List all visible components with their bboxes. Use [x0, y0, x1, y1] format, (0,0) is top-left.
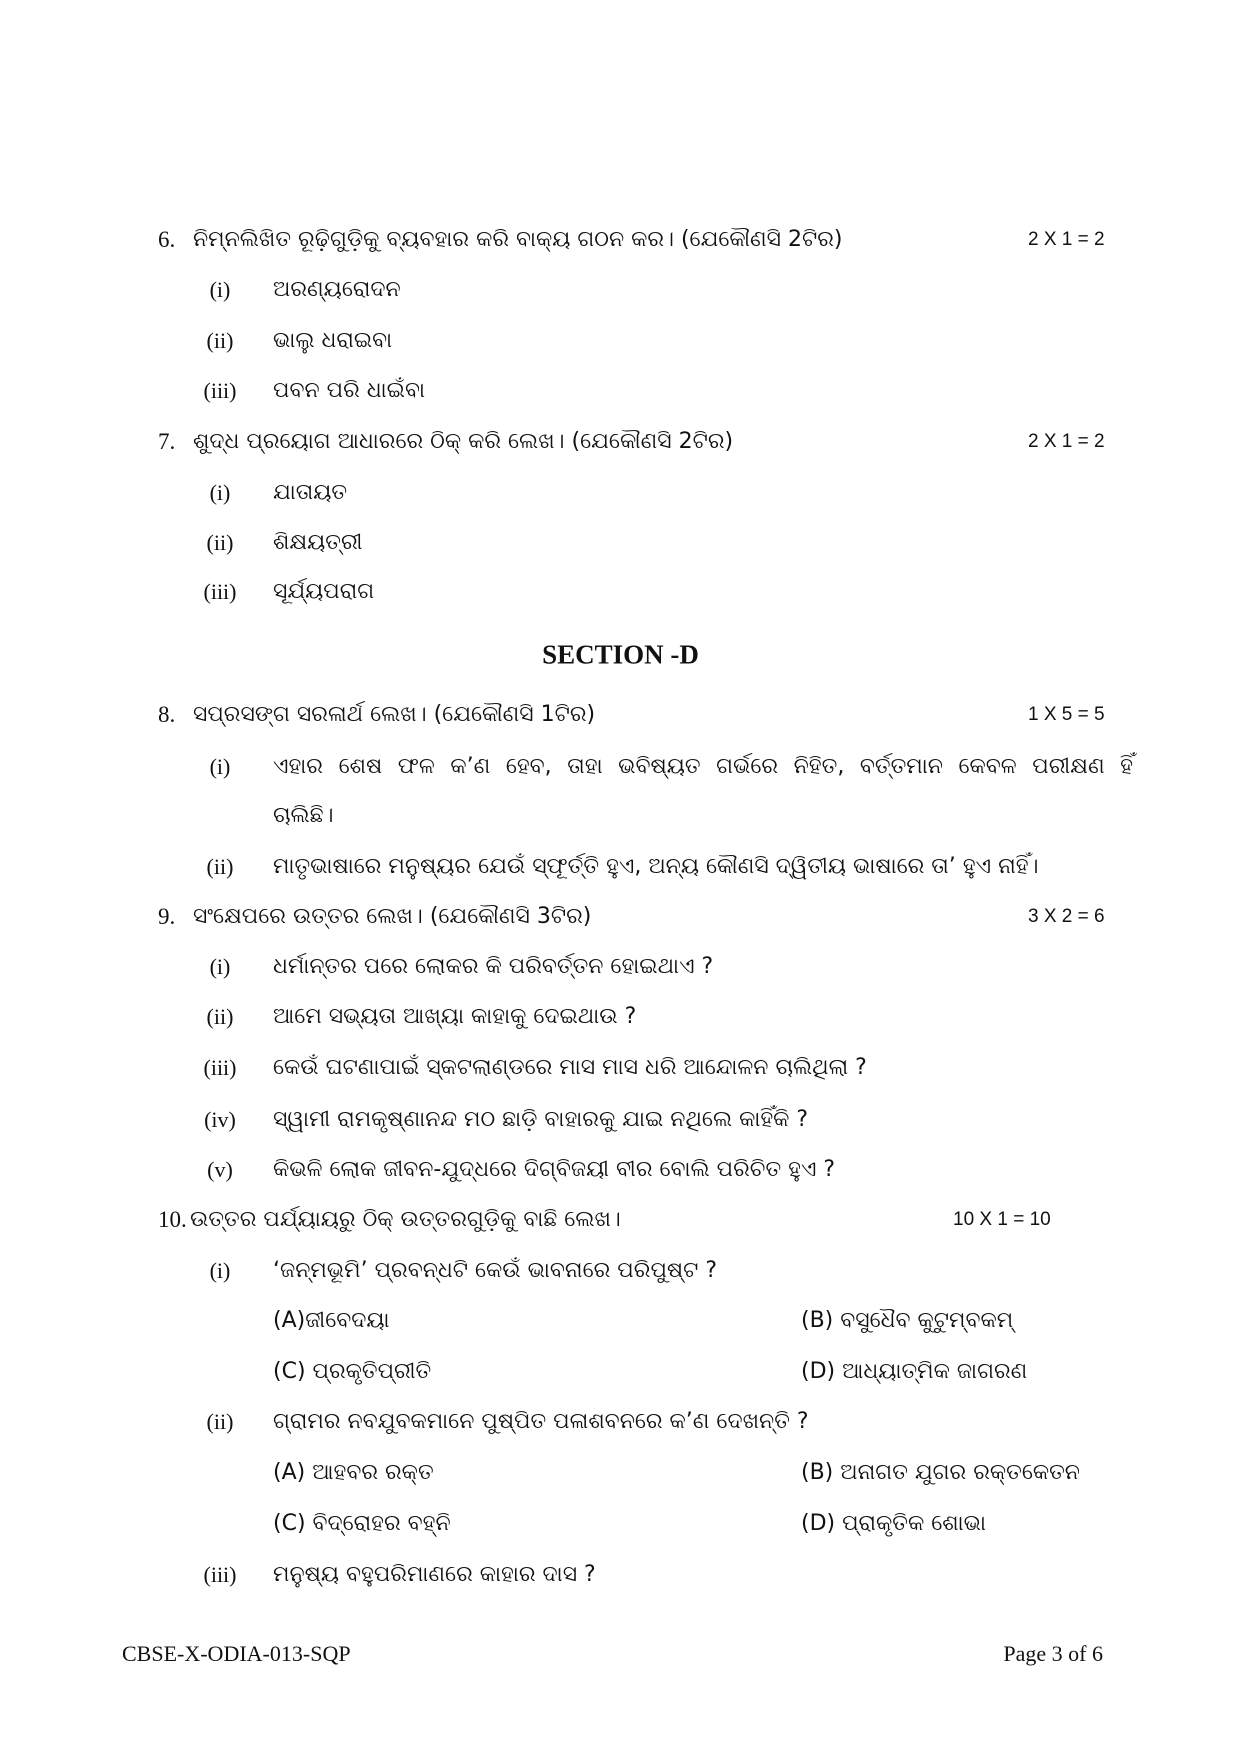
marks: 3 X 2 = 6 — [1028, 906, 1105, 927]
marks: 2 X 1 = 2 — [1028, 431, 1105, 452]
item-number: (ii) — [206, 328, 234, 353]
option-b: (B) ଅନାଗତ ଯୁଗର ରକ୍ତକେତନ — [801, 1460, 1080, 1485]
item-text: ସୂର୍ଯ୍ୟପରାଗ — [273, 579, 375, 604]
item-text-continued: ଚାଲିଛି। — [273, 803, 334, 828]
option-d: (D) ଆଧ୍ୟାତ୍ମିକ ଜାଗରଣ — [801, 1359, 1028, 1384]
item-text: କିଭଳି ଲୋକ ଜୀବନ-ଯୁଦ୍ଧରେ ଦିଗ୍‌ବିଜୟୀ ବୀର ବୋଲି ପରିଚିତ ହୁଏ ? — [273, 1157, 836, 1182]
footer-code: CBSE-X-ODIA-013-SQP — [122, 1641, 351, 1666]
item-text: ଅରଣ୍ୟରୋଦନ — [273, 277, 401, 302]
item-number: (v) — [207, 1157, 233, 1182]
item-text: ଶିକ୍ଷୟତ୍ରୀ — [273, 530, 363, 555]
item-number: (iv) — [204, 1107, 236, 1132]
option-c: (C) ବିଦ୍ରୋହର ବହ୍ନି — [273, 1511, 451, 1536]
item-text: ଧର୍ମାନ୍ତର ପରେ ଲୋକର କି ପରିବର୍ତ୍ତନ ହୋଇଥାଏ ? — [273, 954, 714, 979]
item-text: ଏହାର ଶେଷ ଫଳ କ’ଣ ହେବ, ତାହା ଭବିଷ୍ୟତ ଗର୍ଭରେ ନିହିତ, ବର୍ତ୍ତମାନ କେବଳ ପରୀକ୍ଷଣ ହିଁ — [273, 754, 1133, 779]
item-text: ଯାତାୟତ — [273, 480, 348, 505]
item-text: ‘ଜନ୍ମଭୂମି’ ପ୍ରବନ୍ଧଟି କେଉଁ ଭାବନାରେ ପରିପୁଷ୍ଟ ? — [273, 1258, 718, 1283]
item-text: ପବନ ପରି ଧାଇଁବା — [273, 378, 425, 403]
item-text: ମନୁଷ୍ୟ ବହୁପରିମାଣରେ କାହାର ଦାସ ? — [273, 1562, 596, 1587]
item-text: ମାତୃଭାଷାରେ ମନୁଷ୍ୟର ଯେଉଁ ସ୍ଫୂର୍ତ୍ତି ହୁଏ, ଅନ୍ୟ କୌଣସି ଦ୍ୱିତୀୟ ଭାଷାରେ ତା’ ହୁଏ ନାହିଁ। — [273, 854, 1039, 879]
question-number: 6. — [158, 227, 176, 252]
item-number: (i) — [209, 754, 231, 779]
question-text: ଉତ୍ତର ପର୍ଯ୍ୟାୟରୁ ଠିକ୍ ଉତ୍ତରଗୁଡ଼ିକୁ ବାଛି ଲେଖ। — [190, 1207, 621, 1232]
item-number: (i) — [209, 954, 231, 979]
question-number: 9. — [158, 904, 176, 929]
question-number: 7. — [158, 429, 176, 454]
footer-page-number: Page 3 of 6 — [1003, 1641, 1103, 1666]
item-number: (iii) — [203, 378, 237, 403]
item-text: ସ୍ୱାମୀ ରାମକୃଷ୍ଣାନନ୍ଦ ମଠ ଛାଡ଼ି ବାହାରକୁ ଯାଇ ନଥିଲେ କାହିଁକି ? — [273, 1107, 809, 1132]
question-text: ସଂକ୍ଷେପରେ ଉତ୍ତର ଲେଖ। (ଯେକୌଣସି 3ଟିର) — [193, 904, 592, 929]
question-number: 10. — [158, 1207, 187, 1232]
item-number: (i) — [209, 480, 231, 505]
item-number: (ii) — [206, 530, 234, 555]
item-text: କେଉଁ ଘଟଣାପାଇଁ ସ୍କଟଲାଣ୍ଡରେ ମାସ ମାସ ଧରି ଆନ୍ଦୋଳନ ଚାଲିଥିଲା ? — [273, 1055, 867, 1080]
marks: 10 X 1 = 10 — [953, 1209, 1051, 1230]
option-d: (D) ପ୍ରାକୃତିକ ଶୋଭା — [801, 1511, 986, 1536]
option-a: (A)ଜୀବେଦୟା — [273, 1308, 390, 1333]
question-number: 8. — [158, 702, 176, 727]
item-number: (ii) — [206, 854, 234, 879]
option-a: (A) ଆହବର ରକ୍ତ — [273, 1460, 434, 1485]
item-number: (i) — [209, 1258, 231, 1283]
item-number: (i) — [209, 277, 231, 302]
item-number: (iii) — [203, 1055, 237, 1080]
item-number: (ii) — [206, 1409, 234, 1434]
question-text: ନିମ୍ନଲିଖିତ ରୂଢ଼ିଗୁଡ଼ିକୁ ବ୍ୟବହାର କରି ବାକ୍ୟ ଗଠନ କର। (ଯେକୌଣସି 2ଟିର) — [193, 227, 843, 252]
item-text: ଗ୍ରାମର ନବଯୁବକମାନେ ପୁଷ୍ପିତ ପଳାଶବନରେ କ’ଣ ଦେଖନ୍ତି ? — [273, 1409, 809, 1434]
option-b: (B) ବସୁଧୈବ କୁଟୁମ୍ବକମ୍ — [801, 1308, 1014, 1333]
item-number: (ii) — [206, 1004, 234, 1029]
option-c: (C) ପ୍ରକୃତିପ୍ରୀତି — [273, 1359, 432, 1384]
item-text: ଆମେ ସଭ୍ୟତା ଆଖ୍ୟା କାହାକୁ ଦେଇଥାଉ ? — [273, 1004, 637, 1029]
item-number: (iii) — [203, 579, 237, 604]
marks: 1 X 5 = 5 — [1028, 704, 1105, 725]
item-text: ଭାଲୁ ଧରାଇବା — [273, 328, 393, 353]
question-text: ସପ୍ରସଙ୍ଗ ସରଳାର୍ଥ ଲେଖ। (ଯେକୌଣସି 1ଟିର) — [193, 702, 596, 727]
question-text: ଶୁଦ୍ଧ ପ୍ରୟୋଗ ଆଧାରରେ ଠିକ୍ କରି ଲେଖ। (ଯେକୌଣସି 2ଟିର) — [193, 429, 734, 454]
section-heading: SECTION -D — [542, 639, 699, 670]
marks: 2 X 1 = 2 — [1028, 229, 1105, 250]
item-number: (iii) — [203, 1562, 237, 1587]
